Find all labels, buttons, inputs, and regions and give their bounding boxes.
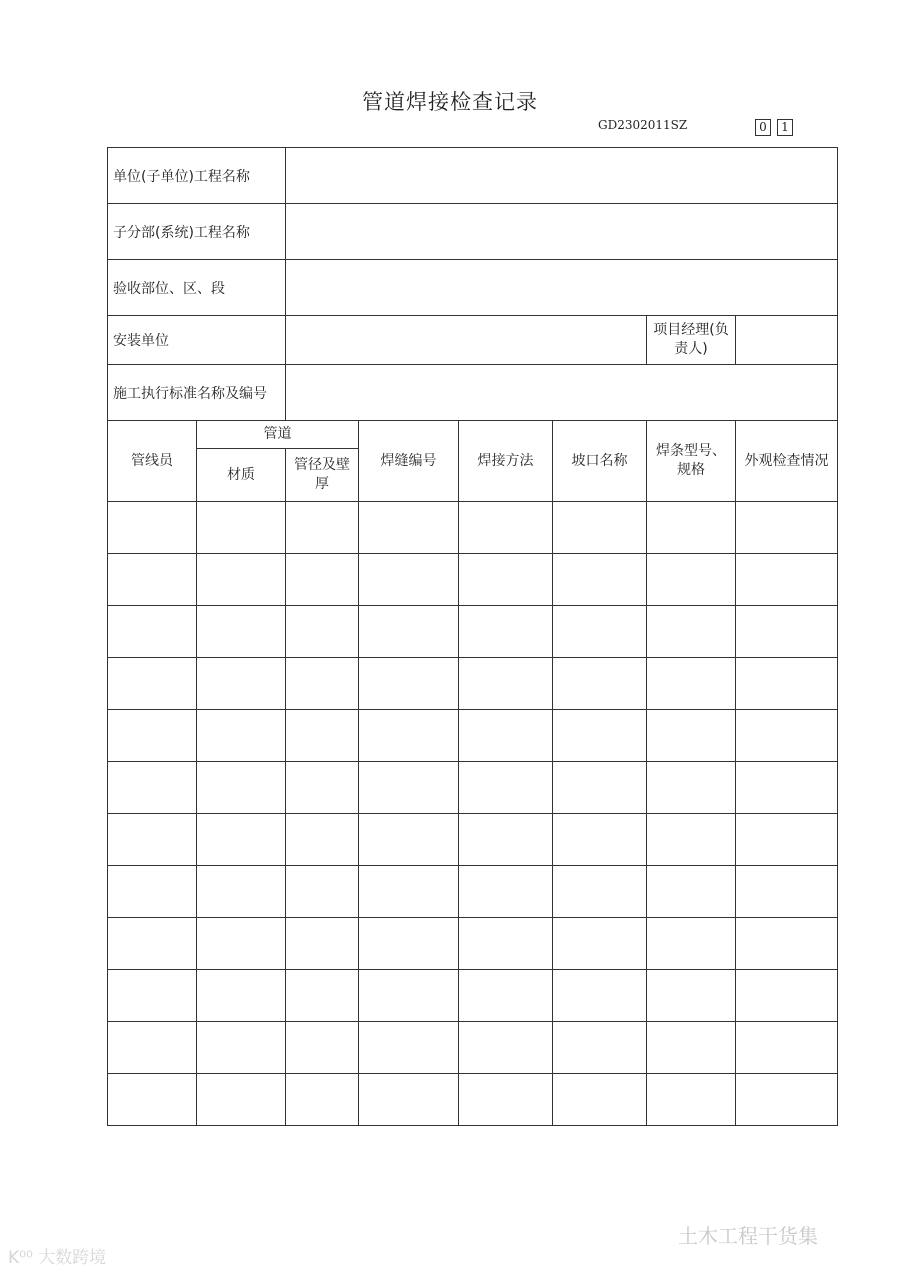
table-cell[interactable] [459,1022,553,1074]
table-cell[interactable] [359,866,459,918]
table-cell[interactable] [359,1022,459,1074]
table-cell[interactable] [553,710,647,762]
table-cell[interactable] [736,710,838,762]
table-cell[interactable] [736,658,838,710]
table-cell[interactable] [459,710,553,762]
table-cell[interactable] [108,762,197,814]
table-cell[interactable] [647,866,736,918]
table-row [108,502,838,554]
table-cell[interactable] [736,1074,838,1126]
table-cell[interactable] [459,658,553,710]
table-cell[interactable] [553,658,647,710]
table-cell[interactable] [647,762,736,814]
header-electrode: 焊条型号、规格 [647,421,736,502]
table-cell[interactable] [359,710,459,762]
table-row [108,918,838,970]
table-cell[interactable] [286,762,359,814]
table-cell[interactable] [359,970,459,1022]
table-cell[interactable] [647,918,736,970]
table-cell[interactable] [647,710,736,762]
table-cell[interactable] [647,1074,736,1126]
table-row [108,866,838,918]
table-cell[interactable] [359,1074,459,1126]
info-row-label: 单位(子单位)工程名称 [108,148,286,204]
header-pipe-group: 管道 [197,421,359,449]
table-cell[interactable] [647,606,736,658]
table-cell[interactable] [108,1074,197,1126]
table-cell[interactable] [286,918,359,970]
project-manager-label: 项目经理(负责人) [647,316,736,365]
table-cell[interactable] [197,502,286,554]
standard-label: 施工执行标准名称及编号 [108,365,286,421]
table-cell[interactable] [197,762,286,814]
table-cell[interactable] [647,970,736,1022]
table-cell[interactable] [459,762,553,814]
table-cell[interactable] [197,1022,286,1074]
watermark-left: K⁰⁰ 大数跨境 [8,1248,107,1268]
table-cell[interactable] [108,658,197,710]
table-cell[interactable] [108,710,197,762]
table-cell[interactable] [286,606,359,658]
table-cell[interactable] [736,918,838,970]
table-cell[interactable] [459,502,553,554]
header-weld-method: 焊接方法 [459,421,553,502]
table-cell[interactable] [459,814,553,866]
table-cell[interactable] [647,502,736,554]
table-row [108,658,838,710]
inspection-form-table [107,147,838,1126]
table-cell[interactable] [108,1022,197,1074]
table-cell[interactable] [736,554,838,606]
document-title: 管道焊接检查记录 [362,90,538,114]
table-cell[interactable] [286,710,359,762]
table-cell[interactable] [286,502,359,554]
table-cell[interactable] [459,1074,553,1126]
table-cell[interactable] [286,1022,359,1074]
table-cell[interactable] [197,710,286,762]
info-row-value[interactable] [286,148,838,204]
info-row-label: 验收部位、区、段 [108,260,286,316]
table-cell[interactable] [108,502,197,554]
table-cell[interactable] [553,606,647,658]
table-cell[interactable] [459,970,553,1022]
table-cell[interactable] [286,866,359,918]
header-pipeline-operator: 管线员 [108,421,197,502]
table-cell[interactable] [736,606,838,658]
header-groove: 坡口名称 [553,421,647,502]
info-row [108,148,838,204]
table-row [108,762,838,814]
table-cell[interactable] [197,606,286,658]
table-cell[interactable] [108,866,197,918]
header-weld-no: 焊缝编号 [359,421,459,502]
table-cell[interactable] [736,866,838,918]
table-row [108,1022,838,1074]
table-cell[interactable] [197,814,286,866]
table-cell[interactable] [286,970,359,1022]
install-unit-value[interactable] [286,316,647,365]
table-cell[interactable] [647,554,736,606]
table-row [108,606,838,658]
table-cell[interactable] [197,866,286,918]
project-manager-value[interactable] [736,316,838,365]
info-row [108,204,838,260]
table-cell[interactable] [459,606,553,658]
header-diameter: 管径及壁厚 [286,449,359,502]
table-row [108,1074,838,1126]
info-row-value[interactable] [286,260,838,316]
table-cell[interactable] [553,502,647,554]
table-cell[interactable] [647,1022,736,1074]
watermark-right: 土木工程干货集 [678,1224,818,1248]
page-box-2: 1 [777,119,793,136]
table-cell[interactable] [286,1074,359,1126]
table-cell[interactable] [197,970,286,1022]
table-cell[interactable] [286,658,359,710]
table-cell[interactable] [459,554,553,606]
table-row [108,814,838,866]
table-row [108,970,838,1022]
table-cell[interactable] [553,762,647,814]
table-cell[interactable] [553,866,647,918]
table-cell[interactable] [736,970,838,1022]
table-cell[interactable] [553,1074,647,1126]
table-cell[interactable] [197,1074,286,1126]
table-cell[interactable] [359,814,459,866]
table-cell[interactable] [553,554,647,606]
table-cell[interactable] [359,554,459,606]
table-cell[interactable] [197,554,286,606]
column-header-row [108,421,838,449]
table-cell[interactable] [108,814,197,866]
table-cell[interactable] [359,918,459,970]
table-cell[interactable] [359,762,459,814]
table-cell[interactable] [459,918,553,970]
table-cell[interactable] [108,970,197,1022]
table-cell[interactable] [736,762,838,814]
standard-row [108,365,838,421]
table-row [108,710,838,762]
table-cell[interactable] [359,606,459,658]
table-cell[interactable] [736,814,838,866]
table-cell[interactable] [197,658,286,710]
page-box-1: 0 [755,119,771,136]
install-unit-label: 安装单位 [108,316,286,365]
info-row [108,260,838,316]
table-cell[interactable] [286,814,359,866]
document-code: GD2302011SZ [598,118,688,132]
table-cell[interactable] [459,866,553,918]
table-cell[interactable] [108,606,197,658]
install-row [108,316,838,365]
table-cell[interactable] [647,814,736,866]
table-cell[interactable] [553,970,647,1022]
table-cell[interactable] [359,502,459,554]
table-cell[interactable] [647,658,736,710]
table-cell[interactable] [553,1022,647,1074]
table-cell[interactable] [286,554,359,606]
table-cell[interactable] [108,918,197,970]
table-cell[interactable] [108,554,197,606]
table-cell[interactable] [553,814,647,866]
info-row-label: 子分部(系统)工程名称 [108,204,286,260]
table-cell[interactable] [736,1022,838,1074]
table-cell[interactable] [553,918,647,970]
standard-value[interactable] [286,365,838,421]
table-row [108,554,838,606]
table-cell[interactable] [197,918,286,970]
table-cell[interactable] [736,502,838,554]
header-appearance: 外观检查情况 [736,421,838,502]
table-cell[interactable] [359,658,459,710]
header-material: 材质 [197,449,286,502]
info-row-value[interactable] [286,204,838,260]
